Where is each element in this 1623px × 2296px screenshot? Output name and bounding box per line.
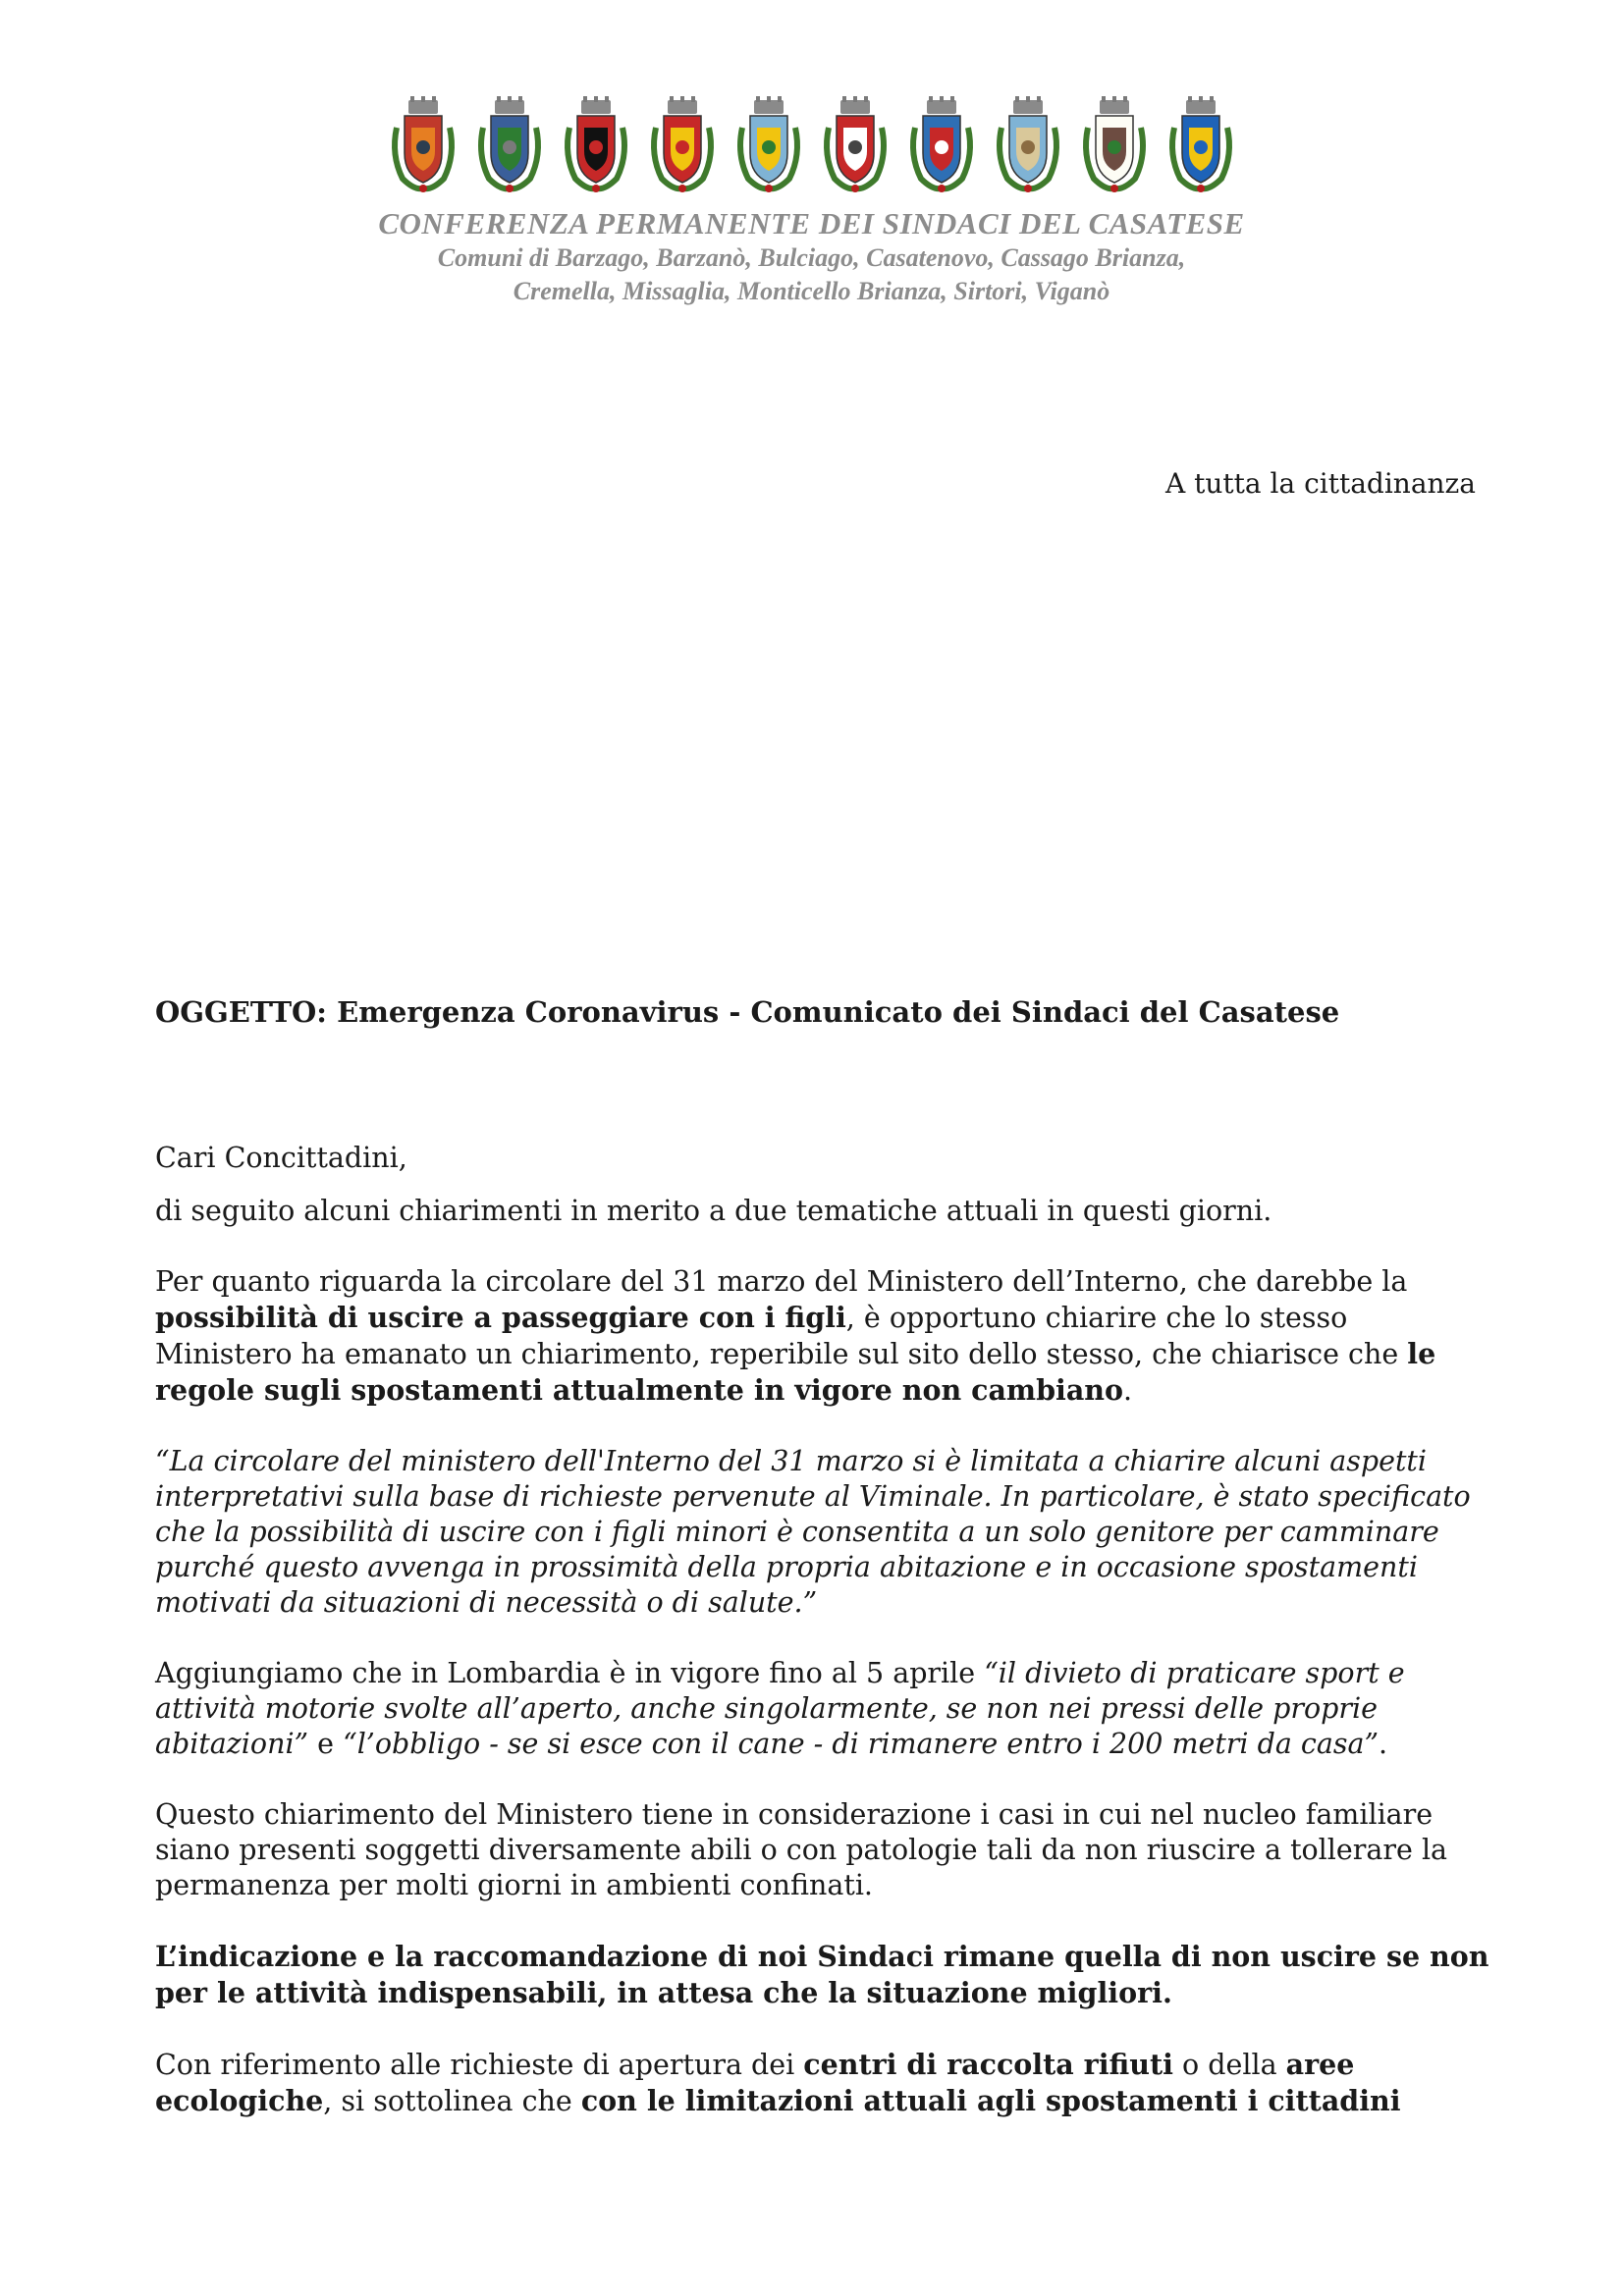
intro-paragraph: di seguito alcuni chiarimenti in merito a due tematiche attuali in questi giorni. [155,1195,1272,1227]
missaglia-crest-icon [905,94,978,196]
bold-run: aree ecologiche [155,2048,1355,2117]
quote-text: “La circolare del ministero dell'Interno del 31 marzo si è limitata a chiarire alcuni aspetti interpretativi sulla base di richieste pervenute al Viminale. In particolare, è stato specificato che la possibilità di uscire con i figli minori è consentita a un solo genitore per camminare purché questo avvenga in prossimità della propria abitazione e in occasione spostamenti motivati da situazioni di necessità o di salute.” [155,1445,1471,1619]
municipalities-line-1: Comuni di Barzago, Barzanò, Bulciago, Casatenovo, Cassago Brianza, [437,243,1186,272]
organization-title: CONFERENZA PERMANENTE DEI SINDACI DEL CASATESE [378,206,1245,240]
text-run: Per quanto riguarda la circolare del 31 marzo del Ministero dell’Interno, che darebbe la [155,1265,1408,1298]
barzano-crest-icon [473,94,546,196]
greeting: Cari Concittadini, [155,1142,407,1174]
vigano-crest-icon [1164,94,1237,196]
barzago-crest-icon [387,94,460,196]
recipient-line: A tutta la cittadinanza [1165,467,1476,500]
municipalities-line-2: Cremella, Missaglia, Monticello Brianza, Sirtori, Viganò [513,277,1110,305]
municipal-crests-row [0,94,1623,196]
text-run: o della [1172,2049,1286,2081]
paragraph-rifiuti [155,2047,1490,2119]
bold-run: con le limitazioni attuali agli spostamenti i cittadini [580,2084,1401,2117]
bold-run: centri di raccolta rifiuti [803,2048,1173,2081]
paragraph-chiarimento: Questo chiarimento del Ministero tiene in considerazione i casi in cui nel nucleo familiare siano presenti soggetti diversamente abili o con patologie tali da non riuscire a tollerare la permanenza per molti giorni in ambienti confinati. [155,1798,1448,1901]
bold-run: possibilità di uscire a passeggiare con i figli [155,1301,846,1334]
ministry-quote [155,1444,1490,1621]
letter-body [155,1141,1490,2155]
paragraph-lombardia [155,1656,1490,1762]
text-run: , si sottolinea che [323,2085,581,2117]
cremella-crest-icon [819,94,892,196]
italic-run: “il divieto di praticare sport e attività motorie svolte all’aperto, anche singolarmente, se non nei pressi delle proprie abitazioni” [155,1657,1405,1760]
bold-run: le regole sugli spostamenti attualmente in vigore non cambiano [155,1337,1436,1407]
subject-line: OGGETTO: Emergenza Coronavirus - Comunicato dei Sindaci del Casatese [155,995,1340,1029]
text-run: Con riferimento alle richieste di apertura dei [155,2049,804,2081]
letterhead [0,94,1623,308]
sirtori-crest-icon [1078,94,1151,196]
text-run: , è opportuno chiarire che lo stesso Ministero ha emanato un chiarimento, reperibile sul sito dello stesso, che chiarisce che [155,1302,1408,1370]
text-run: . [1379,1728,1388,1760]
bulciago-crest-icon [560,94,632,196]
text-run: e [308,1728,344,1760]
monticello-crest-icon [992,94,1064,196]
italic-run: “l’obbligo - se si esce con il cane - di rimanere entro i 200 metri da casa” [343,1728,1380,1760]
cassago-crest-icon [732,94,805,196]
text-run: . [1123,1374,1133,1407]
text-run: Aggiungiamo che in Lombardia è in vigore fino al 5 aprile [155,1657,985,1689]
bold-run: L’indicazione e la raccomandazione di noi Sindaci rimane quella di non uscire se non per le attività indispensabili, in attesa che la situazione migliori. [155,1940,1489,2009]
paragraph-circolare [155,1264,1490,1409]
casatenovo-crest-icon [646,94,719,196]
paragraph-raccomandazione [155,1939,1490,2011]
